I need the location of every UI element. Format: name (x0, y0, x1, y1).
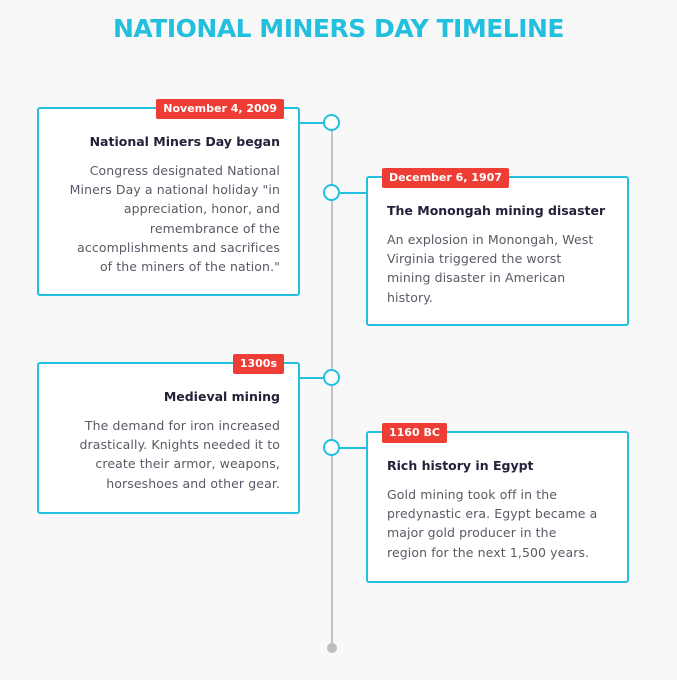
timeline-end-dot (327, 643, 337, 653)
description-line: horseshoes and other gear. (106, 475, 280, 491)
event-description (79, 416, 280, 493)
description-line: Miners Day a national holiday "in (69, 182, 280, 198)
timeline-connector (299, 377, 324, 379)
timeline-card (37, 357, 300, 514)
description-line: Virginia triggered the worst (387, 251, 562, 267)
date-badge: November 4, 2009 (156, 99, 284, 119)
description-line: create their armor, weapons, (95, 456, 280, 472)
timeline-node (323, 439, 340, 456)
description-line: remembrance of the (149, 220, 280, 236)
description-line: drastically. Knights needed it to (79, 437, 280, 453)
page-title: NATIONAL MINERS DAY TIMELINE (112, 14, 565, 43)
date-badge: 1160 BC (382, 423, 447, 443)
timeline-card (366, 171, 629, 326)
timeline-node (323, 184, 340, 201)
timeline-node (323, 114, 340, 131)
event-heading: Rich history in Egypt (387, 458, 534, 473)
event-heading: The Monongah mining disaster (387, 203, 606, 218)
event-description (387, 485, 597, 562)
timeline-card (366, 426, 629, 583)
event-description (70, 161, 280, 276)
event-description (387, 230, 593, 307)
date-badge: December 6, 1907 (382, 168, 509, 188)
event-heading: National Miners Day began (89, 134, 280, 149)
timeline-card (37, 102, 300, 296)
description-line: An explosion in Monongah, West (387, 232, 594, 247)
description-line: Gold mining took off in the (387, 487, 558, 502)
timeline-connector (340, 192, 368, 194)
description-line: appreciation, honor, and (123, 201, 280, 217)
description-line: predynastic era. Egypt became a (387, 506, 598, 522)
timeline-node (323, 369, 340, 386)
description-line: Congress designated National (89, 163, 280, 178)
description-line: major gold producer in the (387, 525, 557, 541)
event-heading: Medieval mining (163, 389, 280, 404)
timeline-connector (340, 447, 368, 449)
description-line: accomplishments and sacrifices (77, 239, 280, 255)
description-line: region for the next 1,500 years. (387, 544, 590, 560)
date-badge: 1300s (233, 354, 284, 374)
description-line: of the miners of the nation." (99, 259, 280, 275)
description-line: mining disaster in American (387, 270, 566, 286)
timeline-connector (299, 122, 324, 124)
description-line: history. (387, 289, 433, 305)
description-line: The demand for iron increased (84, 418, 280, 433)
